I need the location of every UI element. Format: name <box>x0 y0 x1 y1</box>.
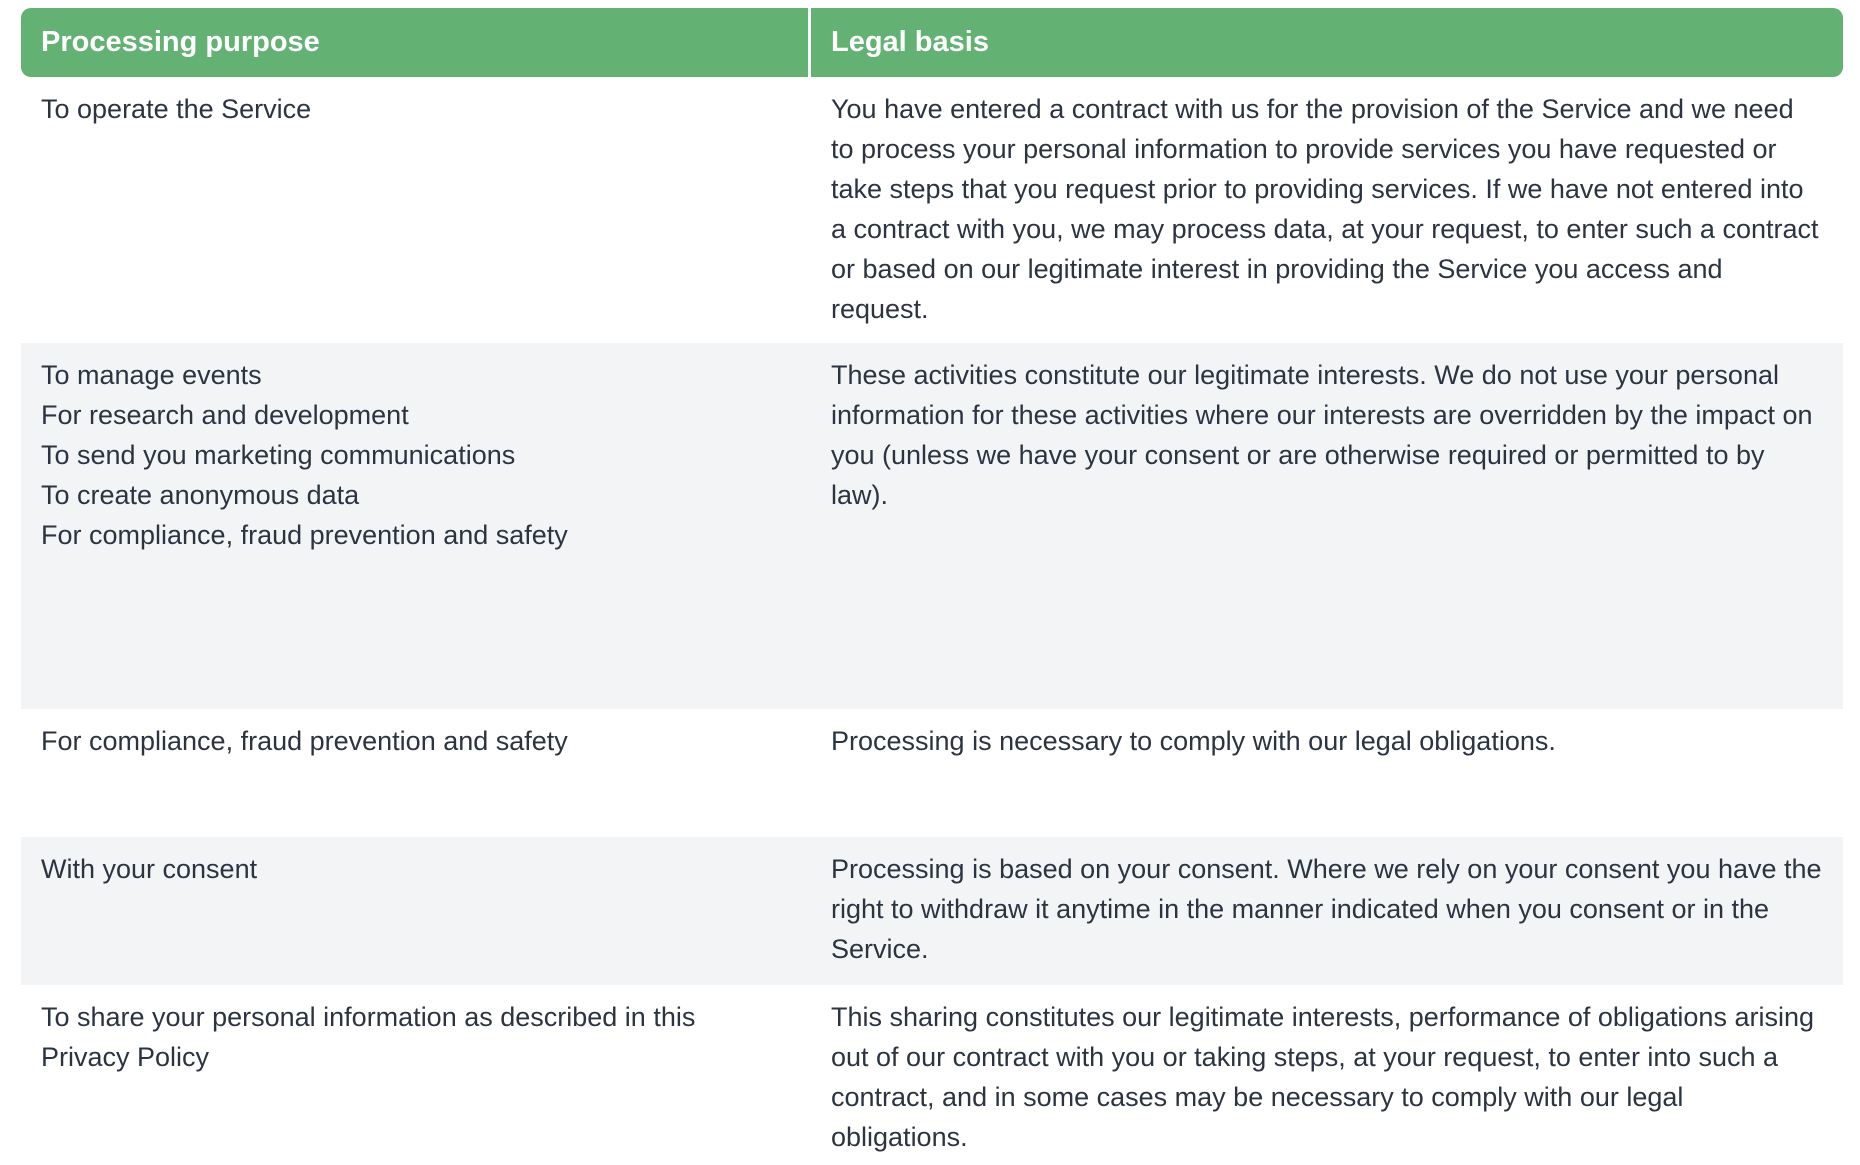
legal-basis-cell <box>811 77 1843 343</box>
legal-basis-text: You have entered a contract with us for the provision of the Service and we need to process your personal information to provide services you have requested or take steps that you request prior to providing services. If we have not entered into a contract with you, we may process data, at your request, to enter such a contract or based on our legitimate interest in providing the Service you access and request. <box>831 94 1819 324</box>
legal-basis-text: This sharing constitutes our legitimate interests, performance of obligations arising out of our contract with you or taking steps, at your request, to enter into such a contract, and in some cases may be necessary to comply with our legal obligations. <box>831 1002 1814 1152</box>
legal-basis-cell <box>811 837 1843 985</box>
purpose-item: With your consent <box>41 854 258 884</box>
purpose-cell <box>21 709 811 837</box>
purpose-item: To create anonymous data <box>41 480 360 510</box>
purpose-item: To share your personal information as described in this Privacy Policy <box>41 1002 696 1072</box>
legal-basis-text: Processing is necessary to comply with our legal obligations. <box>831 726 1556 756</box>
table-row <box>21 343 1843 709</box>
legal-basis-cell <box>811 343 1843 709</box>
purpose-item: For research and development <box>41 400 409 430</box>
header-legal-basis: Legal basis <box>811 8 1843 77</box>
purpose-item: For compliance, fraud prevention and safety <box>41 520 568 550</box>
table-row <box>21 837 1843 985</box>
purpose-cell <box>21 343 811 709</box>
purpose-item: To send you marketing communications <box>41 440 516 470</box>
legal-basis-cell <box>811 985 1843 1165</box>
purpose-cell <box>21 77 811 343</box>
purpose-cell <box>21 985 811 1165</box>
purpose-item: For compliance, fraud prevention and safety <box>41 726 568 756</box>
legal-basis-text: Processing is based on your consent. Where we rely on your consent you have the right to withdraw it anytime in the manner indicated when you consent or in the Service. <box>831 854 1822 964</box>
header-processing-purpose: Processing purpose <box>21 8 808 77</box>
legal-basis-table <box>21 8 1843 1165</box>
purpose-item: To manage events <box>41 360 262 390</box>
table-row <box>21 985 1843 1165</box>
purpose-cell <box>21 837 811 985</box>
legal-basis-cell <box>811 709 1843 837</box>
legal-basis-text: These activities constitute our legitimate interests. We do not use your personal information for these activities where our interests are overridden by the impact on you (unless we have your consent or are otherwise required or permitted to by law). <box>831 360 1813 510</box>
table-row <box>21 77 1843 343</box>
table-row <box>21 709 1843 837</box>
purpose-item: To operate the Service <box>41 94 312 124</box>
table-header <box>21 8 1843 77</box>
